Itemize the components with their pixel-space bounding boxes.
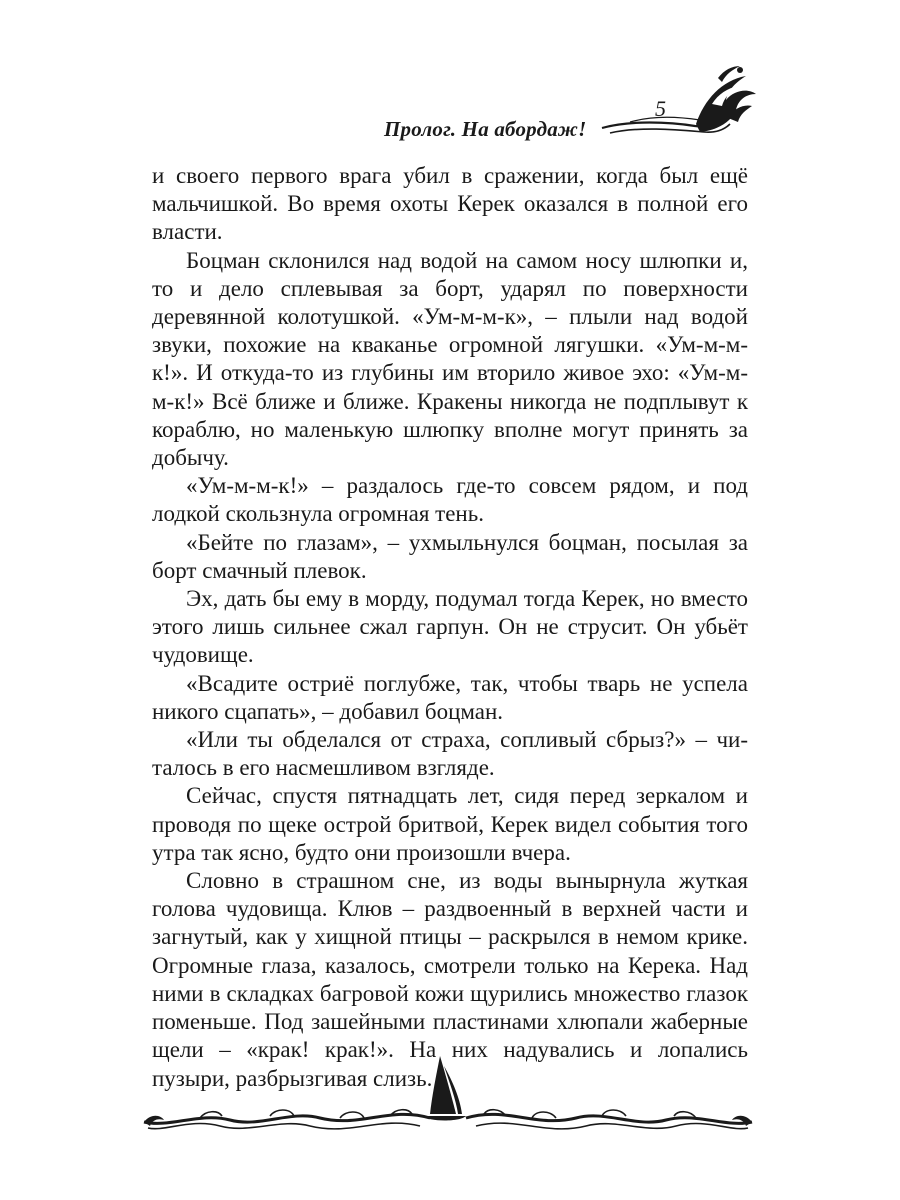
body-text (152, 162, 748, 1093)
paragraph: Эх, дать бы ему в морду, подумал тогда Керек, но вместо этого лишь сильнее сжал гарпун. Он не струсит. Он убьёт чудовище. (152, 586, 748, 668)
paragraph: «Ум-м-м-к!» – раздалось где-то совсем рядом, и под лодкой скользнула огромная тень. (152, 473, 748, 527)
paragraph: Словно в страшном сне, из воды вынырнула жуткая голова чудовища. Клюв – раздвоенный в верхней части и загнутый, как у хищной птицы – раскрылся в немом крике. Огромные глаза, казалось, смотрели только на Керека. Над ними в складках багровой кожи щурились множество глазок поменьше. Под зашейными пластинами хлюпали жаберные щели – «крак! крак!». На них надувались и лопались пузыри, разбрызгивая слизь. (152, 868, 748, 1091)
page-number: 5 (655, 96, 666, 121)
running-title: Пролог. На абордаж! (384, 117, 587, 141)
paragraph: Сейчас, спустя пятнадцать лет, сидя перед зеркалом и проводя по щеке острой бритвой, Керек видел события того утра так ясно, будто они произошли вчера. (152, 783, 748, 865)
paragraph: «Всадите остриё поглубже, так, чтобы тварь не успела никого сцапать», – добавил боцман. (152, 670, 748, 724)
running-header (150, 60, 760, 150)
paragraph: и своего первого врага убил в сражении, когда был ещё мальчишкой. Во время охоты Керек оказался в полной его власти. (152, 163, 748, 245)
wave-ornament-icon (600, 60, 760, 140)
paragraph: «Или ты обделался от страха, сопливый сбрыз?» – читалось в его насмешливом взгляде. (152, 727, 748, 781)
paragraph: Боцман склонился над водой на самом носу шлюпки и, то и дело сплевывая за борт, ударял по поверхности деревянной колотушкой. «Ум-м-м-к», – плыли над водой звуки, похожие на кваканье огромной лягушки. «Ум-м-м-к!». И откуда-то из глубины им вторило живое эхо: «Ум-м-м-к!» Всё ближе и ближе. Кракены никогда не подплывут к кораблю, но маленькую шлюпку вполне могут принять за добычу. (152, 247, 748, 471)
paragraph: «Бейте по глазам», – ухмыльнулся боцман, посылая за борт смачный плевок. (152, 529, 748, 583)
sailboat-waves-ornament-icon (140, 1046, 760, 1136)
